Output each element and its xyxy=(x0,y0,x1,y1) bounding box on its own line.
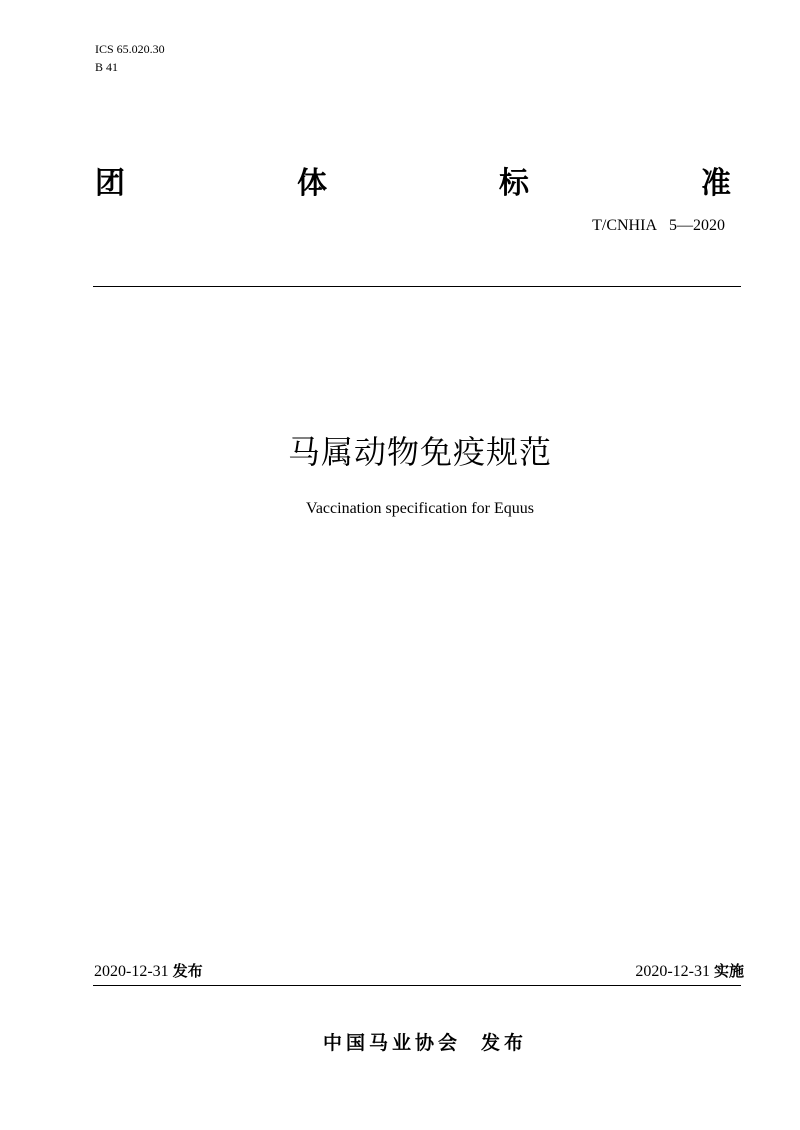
implement-date: 2020-12-31 xyxy=(635,963,710,980)
issue-date: 2020-12-31 xyxy=(94,963,169,980)
publisher-action: 发布 xyxy=(481,1032,528,1054)
ics-code: ICS 65.020.30 xyxy=(95,42,165,56)
standard-type-char: 团 xyxy=(95,166,125,201)
standard-type-char: 准 xyxy=(701,166,731,201)
standard-type-heading xyxy=(95,158,731,202)
bottom-divider xyxy=(93,985,741,986)
document-title-cn: 马属动物免疫规范 xyxy=(287,433,552,471)
top-divider xyxy=(93,286,741,287)
standard-type-char: 标 xyxy=(499,166,529,201)
standard-type-char: 体 xyxy=(297,166,327,201)
implement-date-block xyxy=(635,960,744,981)
standard-number: T/CNHIA 5—2020 xyxy=(592,217,725,234)
ccs-code: B 41 xyxy=(95,60,119,74)
document-title-en: Vaccination specification for Equus xyxy=(306,500,534,517)
issue-label: 发布 xyxy=(172,962,203,980)
classification-block xyxy=(95,40,165,76)
publisher-name: 中国马业协会 xyxy=(322,1032,461,1054)
publisher-line xyxy=(0,1028,800,1055)
implement-label: 实施 xyxy=(713,962,744,980)
issue-date-block xyxy=(94,960,203,981)
